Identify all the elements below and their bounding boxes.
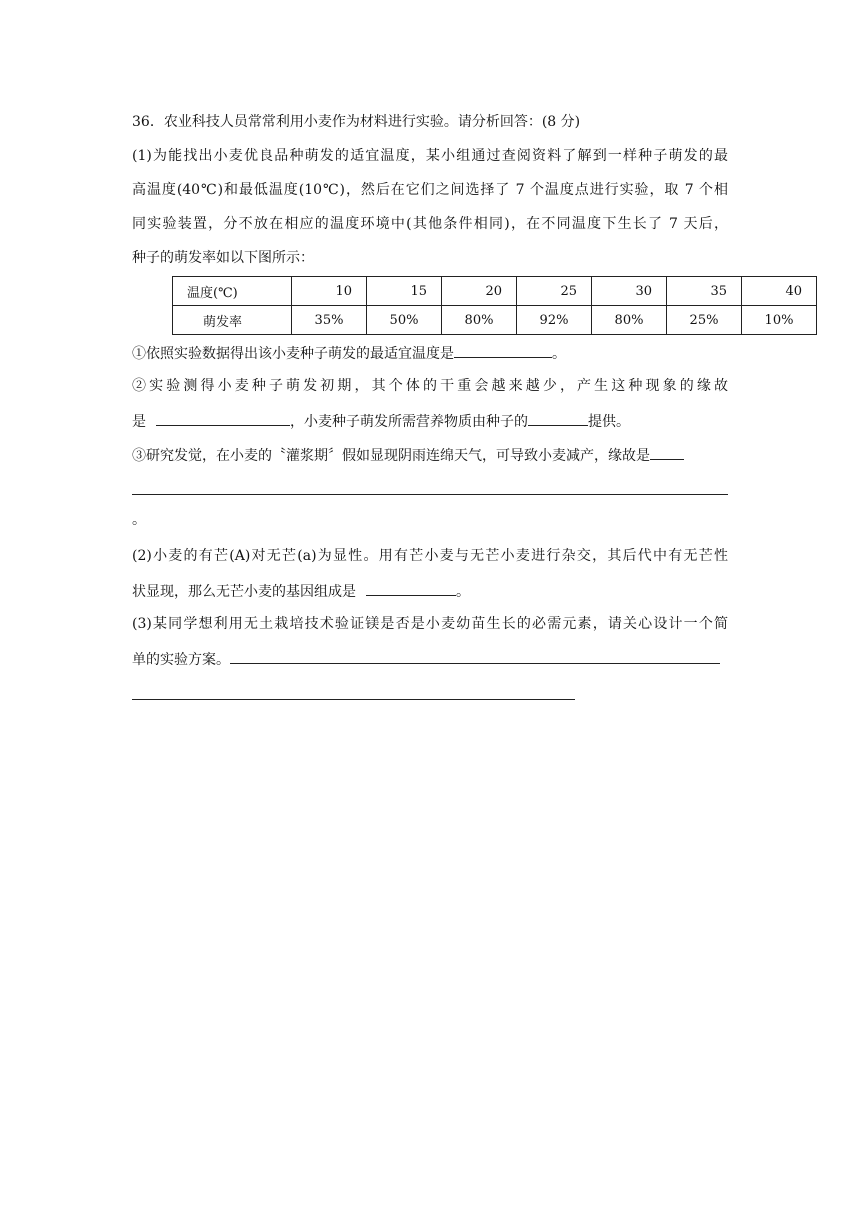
rate-cell: 80% — [592, 306, 667, 335]
temperature-cell: 40 — [742, 277, 817, 306]
answer-blank-genotype[interactable] — [366, 580, 456, 596]
question-1b-mid: ，小麦种子萌发所需营养物质由种子的 — [290, 414, 528, 430]
answer-blank-optimal-temperature[interactable] — [454, 342, 552, 358]
paragraph-1-line-4: 种子的萌发率如以下图所示： — [132, 250, 314, 266]
temperature-row — [173, 277, 817, 306]
germination-rate-label: 萌发率 — [173, 306, 292, 335]
paragraph-2-line-2 — [132, 580, 470, 602]
temperature-cell: 30 — [592, 277, 667, 306]
temperature-label: 温度(℃) — [173, 277, 292, 306]
paragraph-2-text: 状显现，那么无芒小麦的基因组成是 — [132, 584, 356, 600]
answer-line-yield-reason[interactable] — [132, 494, 728, 495]
rate-cell: 80% — [442, 306, 517, 335]
paragraph-2-line-1: (2)小麦的有芒(A)对无芒(a)为显性。用有芒小麦与无芒小麦进行杂交，其后代中有无芒性 — [132, 548, 728, 564]
paragraph-1-line-3: 同实验装置，分不放在相应的温度环境中(其他条件相同)，在不同温度下生长了 7 天后， — [132, 216, 728, 232]
rate-cell: 25% — [667, 306, 742, 335]
question-1a — [132, 342, 566, 364]
question-1a-text: ①依照实验数据得出该小麦种子萌发的最适宜温度是 — [132, 346, 454, 362]
temperature-cell: 35 — [667, 277, 742, 306]
temperature-cell: 25 — [517, 277, 592, 306]
rate-cell: 50% — [367, 306, 442, 335]
question-1b-line-1: ②实验测得小麦种子萌发初期，其个体的干重会越来越少，产生这种现象的缘故 — [132, 378, 728, 394]
answer-blank-yield-reason[interactable] — [650, 444, 684, 460]
temperature-cell: 10 — [292, 277, 367, 306]
paragraph-1-line-1: (1)为能找出小麦优良品种萌发的适宜温度，某小组通过查阅资料了解到一样种子萌发的最 — [132, 148, 728, 164]
question-1c-text: ③研究发觉，在小麦的〝灌浆期〞假如显现阴雨连绵天气，可导致小麦减产，缘故是 — [132, 448, 650, 464]
rate-cell: 92% — [517, 306, 592, 335]
question-1b-start: 是 — [132, 414, 146, 430]
paragraph-3-text: 单的实验方案。 — [132, 652, 230, 668]
temperature-cell: 20 — [442, 277, 517, 306]
question-1c — [132, 444, 684, 466]
question-1b-line-2 — [132, 410, 630, 432]
paragraph-3-line-2 — [132, 648, 720, 670]
question-1a-end: 。 — [552, 346, 566, 362]
answer-line-experiment-plan[interactable] — [132, 699, 575, 700]
paragraph-1-line-2: 高温度(40℃)和最低温度(10℃)，然后在它们之间选择了 7 个温度点进行实验，取 7 个相 — [132, 182, 728, 198]
paragraph-3-line-1: (3)某同学想利用无土栽培技术验证镁是否是小麦幼苗生长的必需元素，请关心设计一个简 — [132, 616, 728, 632]
paragraph-2-end: 。 — [456, 584, 470, 600]
answer-blank-seed-part[interactable] — [528, 410, 588, 426]
temperature-cell: 15 — [367, 277, 442, 306]
answer-blank-dry-weight-reason[interactable] — [156, 410, 290, 426]
question-title: 36．农业科技人员常常利用小麦作为材料进行实验。请分析回答：(8 分) — [132, 114, 581, 130]
question-1b-end: 提供。 — [588, 414, 630, 430]
question-1c-end: 。 — [132, 512, 146, 528]
germination-rate-row — [173, 306, 817, 335]
rate-cell: 35% — [292, 306, 367, 335]
answer-blank-experiment-plan[interactable] — [230, 648, 720, 664]
rate-cell: 10% — [742, 306, 817, 335]
germination-table — [172, 276, 817, 335]
